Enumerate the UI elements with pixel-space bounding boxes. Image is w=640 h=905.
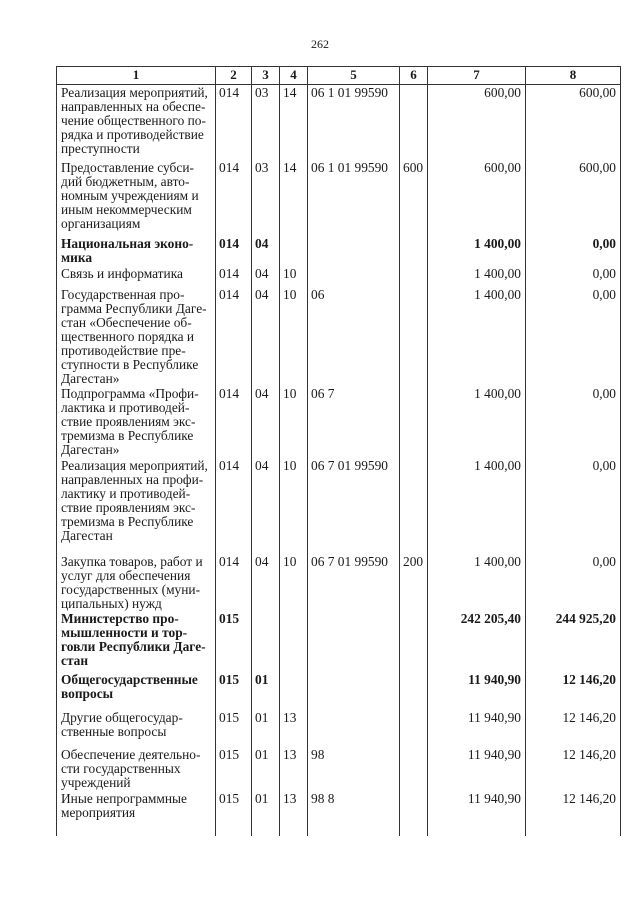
row-amount-year2-cell: 12 146,20: [526, 747, 621, 791]
row-ministry-code-cell: 014: [216, 236, 252, 266]
row-section-code-cell: 01: [252, 672, 280, 710]
row-amount-year2-cell: 0,00: [526, 266, 621, 287]
row-amount-year1-cell: 600,00: [428, 85, 526, 160]
row-name-cell: Реализация мероприятий, направленных на обеспе-чение общественного по-рядка и противодействие преступности: [57, 85, 216, 160]
row-amount-year2-cell: 244 925,20: [526, 611, 621, 672]
table-row: [57, 287, 621, 386]
row-amount-year2-cell: 0,00: [526, 386, 621, 458]
row-section-code-cell: 04: [252, 236, 280, 266]
table-row: [57, 160, 621, 236]
row-amount-year1-cell: 1 400,00: [428, 236, 526, 266]
row-amount-year1-cell: 11 940,90: [428, 747, 526, 791]
row-ministry-code-cell: 015: [216, 672, 252, 710]
table-row: [57, 672, 621, 710]
row-amount-year1-cell: 1 400,00: [428, 386, 526, 458]
row-expense-type-cell: 200: [400, 554, 428, 611]
row-target-article-cell: 06 1 01 99590: [308, 85, 400, 160]
column-header: 5: [308, 67, 400, 85]
row-amount-year2-cell: 12 146,20: [526, 672, 621, 710]
row-name-cell: Общегосударственные вопросы: [57, 672, 216, 710]
row-name-cell: Государственная про-грамма Республики Даге-стан «Обеспечение об-щественного порядка и противодействие пре-ступности в Республике Дагестан»: [57, 287, 216, 386]
row-target-article-cell: 06 1 01 99590: [308, 160, 400, 236]
column-header: 3: [252, 67, 280, 85]
row-name-cell: Подпрограмма «Профи-лактика и противодей-ствие проявлениям экс-тремизма в Республике Дагестан»: [57, 386, 216, 458]
row-ministry-code-cell: 014: [216, 266, 252, 287]
budget-table: [56, 66, 621, 836]
row-amount-year1-cell: 242 205,40: [428, 611, 526, 672]
row-amount-year2-cell: 12 146,20: [526, 710, 621, 747]
row-section-code-cell: 01: [252, 747, 280, 791]
row-name-cell: Связь и информатика: [57, 266, 216, 287]
row-target-article-cell: 06: [308, 287, 400, 386]
row-subsection-code-cell: 13: [280, 747, 308, 791]
table-row: [57, 85, 621, 160]
row-expense-type-cell: [400, 266, 428, 287]
row-target-article-cell: [308, 611, 400, 672]
table-row: [57, 611, 621, 672]
row-amount-year2-cell: 0,00: [526, 287, 621, 386]
row-name-cell: Реализация мероприятий, направленных на профи-лактику и противодей-ствие проявлениям экс-тремизма в Республике Дагестан: [57, 458, 216, 554]
table-row: [57, 710, 621, 747]
row-target-article-cell: [308, 672, 400, 710]
row-name-cell: Национальная эконо-мика: [57, 236, 216, 266]
row-target-article-cell: [308, 236, 400, 266]
row-amount-year1-cell: 600,00: [428, 160, 526, 236]
row-expense-type-cell: [400, 791, 428, 836]
row-amount-year1-cell: 11 940,90: [428, 672, 526, 710]
row-subsection-code-cell: 14: [280, 160, 308, 236]
row-subsection-code-cell: 10: [280, 386, 308, 458]
row-expense-type-cell: [400, 287, 428, 386]
row-section-code-cell: 01: [252, 791, 280, 836]
row-section-code-cell: 04: [252, 287, 280, 386]
row-section-code-cell: 04: [252, 266, 280, 287]
row-ministry-code-cell: 014: [216, 554, 252, 611]
row-subsection-code-cell: [280, 672, 308, 710]
row-target-article-cell: 98 8: [308, 791, 400, 836]
row-ministry-code-cell: 014: [216, 160, 252, 236]
row-section-code-cell: [252, 611, 280, 672]
column-header: 4: [280, 67, 308, 85]
row-subsection-code-cell: 10: [280, 287, 308, 386]
row-amount-year1-cell: 1 400,00: [428, 554, 526, 611]
table-header-row: [57, 67, 621, 85]
row-amount-year2-cell: 600,00: [526, 160, 621, 236]
row-amount-year2-cell: 0,00: [526, 236, 621, 266]
row-name-cell: Другие общегосудар-ственные вопросы: [57, 710, 216, 747]
row-section-code-cell: 04: [252, 386, 280, 458]
row-amount-year2-cell: 12 146,20: [526, 791, 621, 836]
row-target-article-cell: [308, 266, 400, 287]
row-amount-year2-cell: 0,00: [526, 554, 621, 611]
row-subsection-code-cell: 10: [280, 554, 308, 611]
page-number: 262: [311, 37, 329, 51]
row-ministry-code-cell: 014: [216, 458, 252, 554]
row-section-code-cell: 03: [252, 85, 280, 160]
row-amount-year1-cell: 1 400,00: [428, 458, 526, 554]
row-expense-type-cell: 600: [400, 160, 428, 236]
row-expense-type-cell: [400, 710, 428, 747]
row-ministry-code-cell: 015: [216, 791, 252, 836]
table-row: [57, 791, 621, 836]
row-name-cell: Закупка товаров, работ и услуг для обеспечения государственных (муни-ципальных) нужд: [57, 554, 216, 611]
row-amount-year1-cell: 1 400,00: [428, 266, 526, 287]
table-row: [57, 554, 621, 611]
table-row: [57, 747, 621, 791]
row-name-cell: Обеспечение деятельно-сти государственных учреждений: [57, 747, 216, 791]
table-row: [57, 266, 621, 287]
row-target-article-cell: [308, 710, 400, 747]
row-subsection-code-cell: 10: [280, 458, 308, 554]
row-subsection-code-cell: [280, 236, 308, 266]
row-name-cell: Иные непрограммные мероприятия: [57, 791, 216, 836]
row-amount-year1-cell: 1 400,00: [428, 287, 526, 386]
row-expense-type-cell: [400, 611, 428, 672]
row-subsection-code-cell: 14: [280, 85, 308, 160]
row-amount-year2-cell: 600,00: [526, 85, 621, 160]
row-expense-type-cell: [400, 386, 428, 458]
row-expense-type-cell: [400, 236, 428, 266]
column-header: 6: [400, 67, 428, 85]
row-ministry-code-cell: 015: [216, 710, 252, 747]
table-row: [57, 236, 621, 266]
row-expense-type-cell: [400, 672, 428, 710]
row-ministry-code-cell: 014: [216, 287, 252, 386]
row-target-article-cell: 06 7: [308, 386, 400, 458]
row-target-article-cell: 98: [308, 747, 400, 791]
table-row: [57, 458, 621, 554]
row-section-code-cell: 04: [252, 554, 280, 611]
row-expense-type-cell: [400, 85, 428, 160]
row-subsection-code-cell: 10: [280, 266, 308, 287]
row-ministry-code-cell: 014: [216, 85, 252, 160]
row-subsection-code-cell: 13: [280, 710, 308, 747]
table-row: [57, 386, 621, 458]
row-subsection-code-cell: 13: [280, 791, 308, 836]
row-subsection-code-cell: [280, 611, 308, 672]
row-expense-type-cell: [400, 458, 428, 554]
row-amount-year1-cell: 11 940,90: [428, 710, 526, 747]
row-amount-year2-cell: 0,00: [526, 458, 621, 554]
column-header: 8: [526, 67, 621, 85]
column-header: 1: [57, 67, 216, 85]
row-ministry-code-cell: 015: [216, 611, 252, 672]
row-expense-type-cell: [400, 747, 428, 791]
row-amount-year1-cell: 11 940,90: [428, 791, 526, 836]
row-ministry-code-cell: 014: [216, 386, 252, 458]
column-header: 2: [216, 67, 252, 85]
row-section-code-cell: 04: [252, 458, 280, 554]
row-target-article-cell: 06 7 01 99590: [308, 554, 400, 611]
row-ministry-code-cell: 015: [216, 747, 252, 791]
row-section-code-cell: 03: [252, 160, 280, 236]
row-section-code-cell: 01: [252, 710, 280, 747]
row-name-cell: Министерство про-мышленности и тор-говли Республики Даге-стан: [57, 611, 216, 672]
row-name-cell: Предоставление субси-дий бюджетным, авто-номным учреждениям и иным некоммерческим организациям: [57, 160, 216, 236]
row-target-article-cell: 06 7 01 99590: [308, 458, 400, 554]
column-header: 7: [428, 67, 526, 85]
